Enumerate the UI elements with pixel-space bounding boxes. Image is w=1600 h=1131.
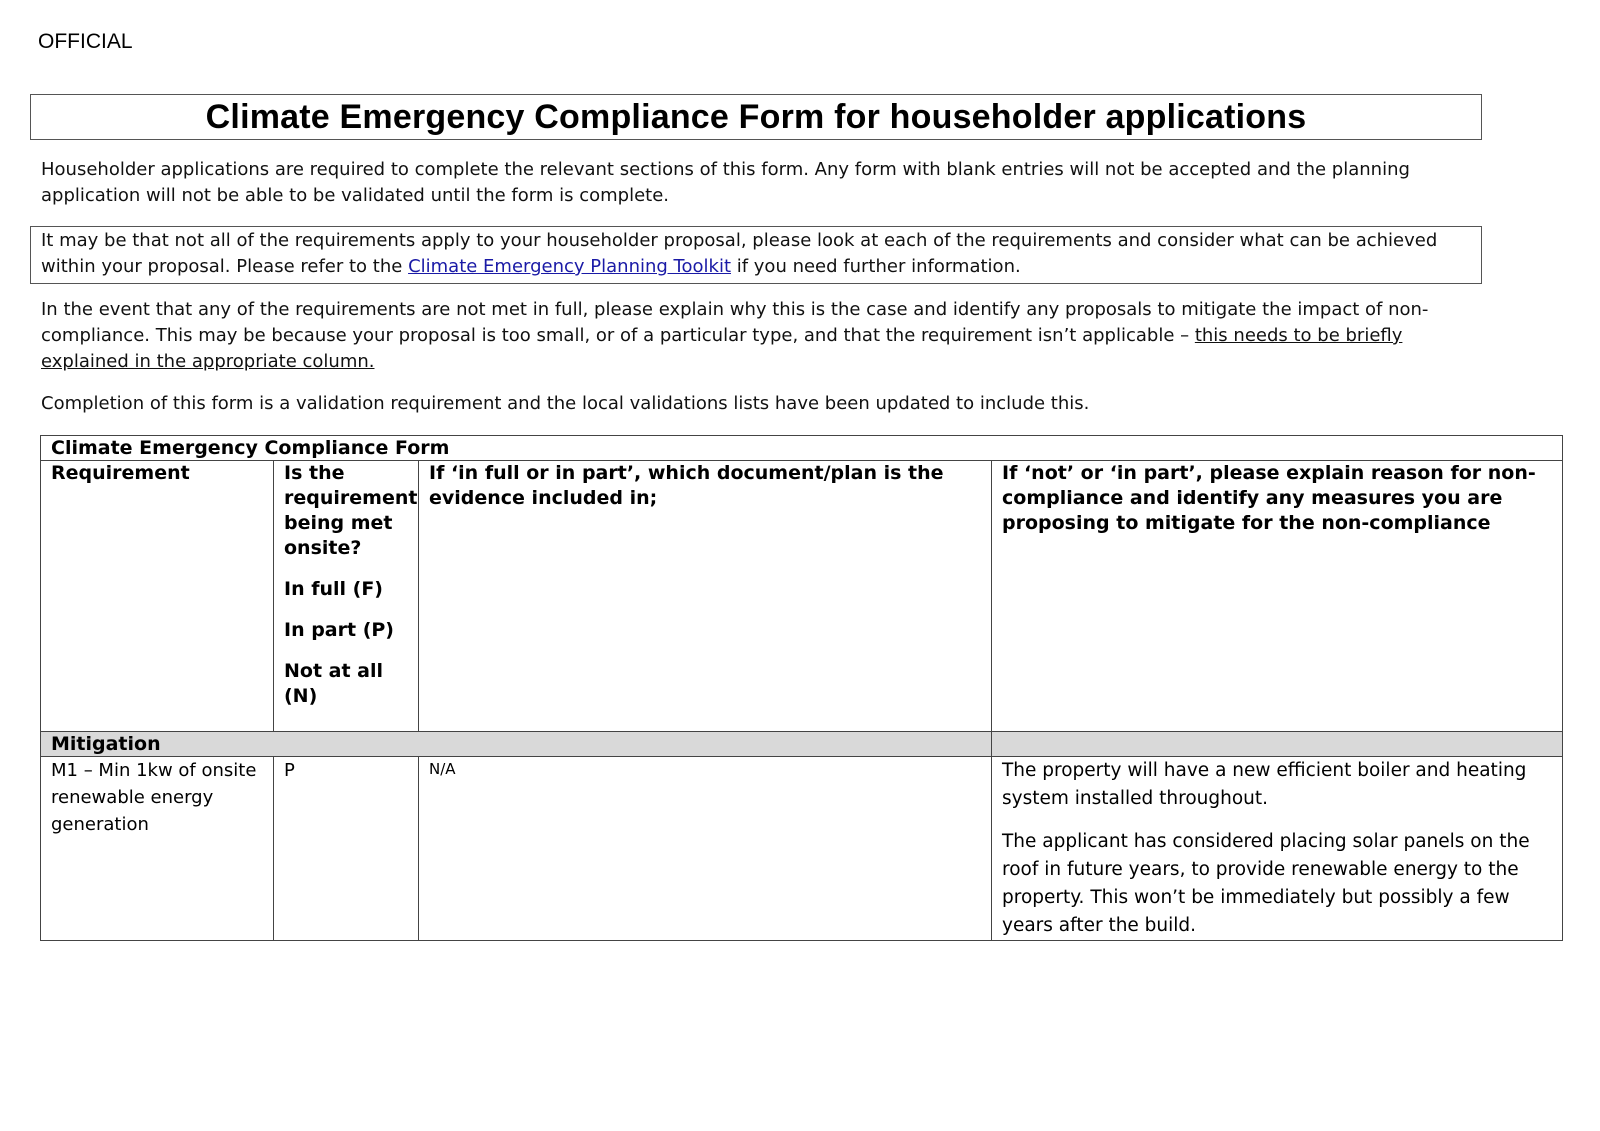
table-caption-row (41, 436, 1563, 461)
page-title: Climate Emergency Compliance Form for householder applications (205, 97, 1307, 136)
section-empty-cell (992, 732, 1563, 757)
header-evidence: If ‘in full or in part’, which document/plan is the evidence included in; (419, 461, 992, 732)
option-in-part: In part (P) (284, 619, 394, 641)
table-caption: Climate Emergency Compliance Form (41, 436, 1563, 461)
header-requirement: Requirement (41, 461, 274, 732)
reason-paragraph-2: The applicant has considered placing solar panels on the roof in future years, to provide renewable energy to the property. This won’t be immediately but possibly a few years after the build. (1002, 831, 1530, 936)
table-row (41, 757, 1563, 941)
intro-paragraph: Householder applications are required to complete the relevant sections of this form. Any form with blank entries will not be accepted and the planning application will not be able to be validated until the form is complete. (41, 159, 1410, 206)
notice-text-before: It may be that not all of the requirements apply to your householder proposal, please look at each of the requirements and consider what can be achieved within your proposal. Please refer to the (41, 230, 1438, 277)
header-met-question: Is the requirement being met onsite? (284, 462, 418, 559)
notice-text-after: if you need further information. (731, 256, 1021, 277)
table-header-row (41, 461, 1563, 732)
non-compliance-paragraph (41, 297, 1481, 375)
header-reason: If ‘not’ or ‘in part’, please explain reason for non-compliance and identify any measures you are proposing to mitigate for the non-compliance (992, 461, 1563, 732)
reason-paragraph-1: The property will have a new efficient boiler and heating system installed throughout. (1002, 760, 1527, 809)
toolkit-link[interactable]: Climate Emergency Planning Toolkit (408, 256, 731, 277)
section-label: Mitigation (41, 732, 992, 757)
section-row-mitigation (41, 732, 1563, 757)
security-marking: OFFICIAL (38, 30, 133, 53)
cell-met[interactable]: P (274, 757, 419, 941)
non-compliance-text: In the event that any of the requirements are not met in full, please explain why this is the case and identify any proposals to mitigate the impact of non-compliance. This may be because your proposal is too small, or of a particular type, and that the requirement isn’t applicable – (41, 299, 1429, 346)
non-compliance-underlined: this needs to be briefly explained in the appropriate column. (41, 325, 1403, 372)
completion-paragraph: Completion of this form is a validation requirement and the local validations lists have been updated to include this. (41, 393, 1090, 414)
option-not-at-all: Not at all (N) (284, 660, 384, 707)
cell-evidence[interactable]: N/A (419, 757, 992, 941)
header-met (274, 461, 419, 732)
title-box (30, 94, 1482, 140)
cell-requirement[interactable]: M1 – Min 1kw of onsite renewable energy generation (41, 757, 274, 941)
compliance-table (40, 435, 1563, 941)
option-in-full: In full (F) (284, 578, 383, 600)
notice-box (30, 226, 1482, 284)
cell-reason[interactable] (992, 757, 1563, 941)
